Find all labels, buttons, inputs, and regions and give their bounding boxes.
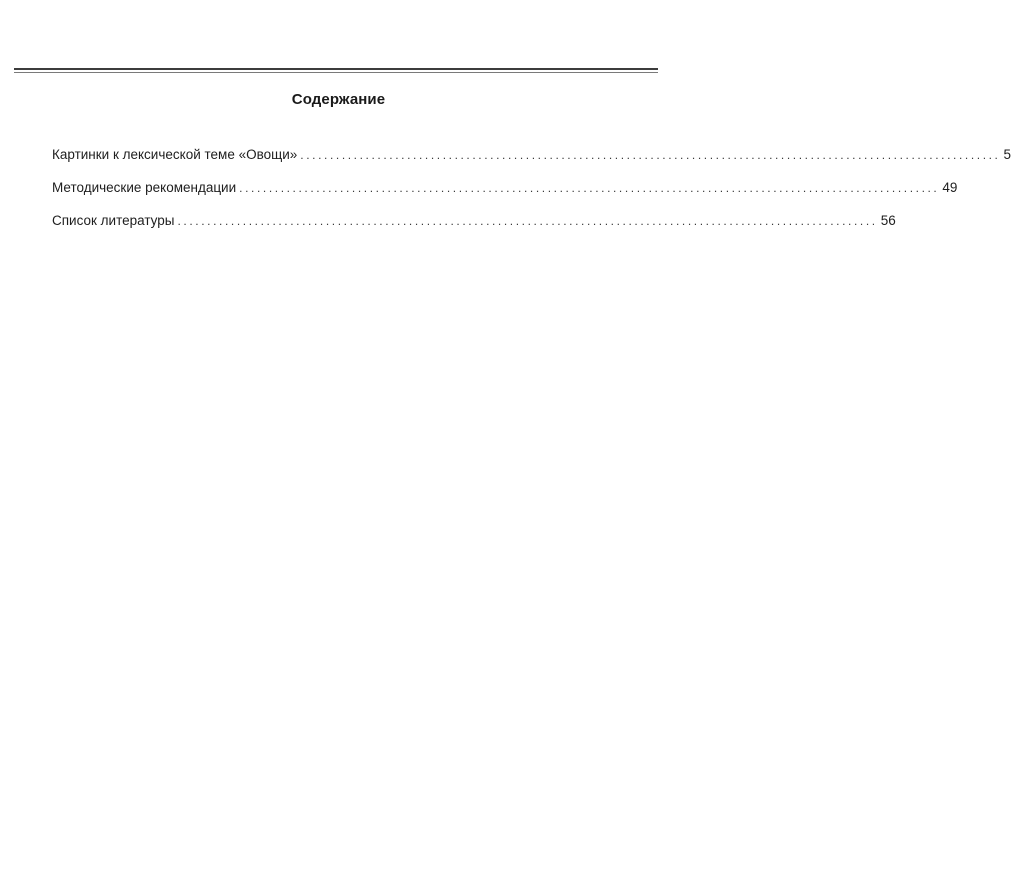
header-rule bbox=[14, 68, 658, 70]
toc-entry bbox=[52, 213, 896, 246]
toc-entry-label: Список литературы bbox=[52, 213, 175, 228]
toc-entry bbox=[52, 180, 958, 213]
toc-entry-page: 49 bbox=[942, 180, 958, 195]
toc-entry bbox=[52, 147, 1011, 180]
toc-entry-page: 5 bbox=[1003, 147, 1011, 162]
toc-dot-leader: ...................................................................................................................... bbox=[177, 214, 878, 228]
toc-entry-label: Картинки к лексической теме «Овощи» bbox=[52, 147, 298, 162]
toc-dot-leader: ...................................................................................................................... bbox=[300, 148, 1001, 162]
toc-entry-page: 56 bbox=[880, 213, 896, 228]
contents-title: Содержание bbox=[291, 91, 386, 108]
toc-entry-label: Методические рекомендации bbox=[52, 180, 237, 195]
toc-dot-leader: ...................................................................................................................... bbox=[239, 181, 940, 195]
header-rule-thin bbox=[14, 72, 658, 73]
table-of-contents bbox=[52, 147, 1011, 246]
